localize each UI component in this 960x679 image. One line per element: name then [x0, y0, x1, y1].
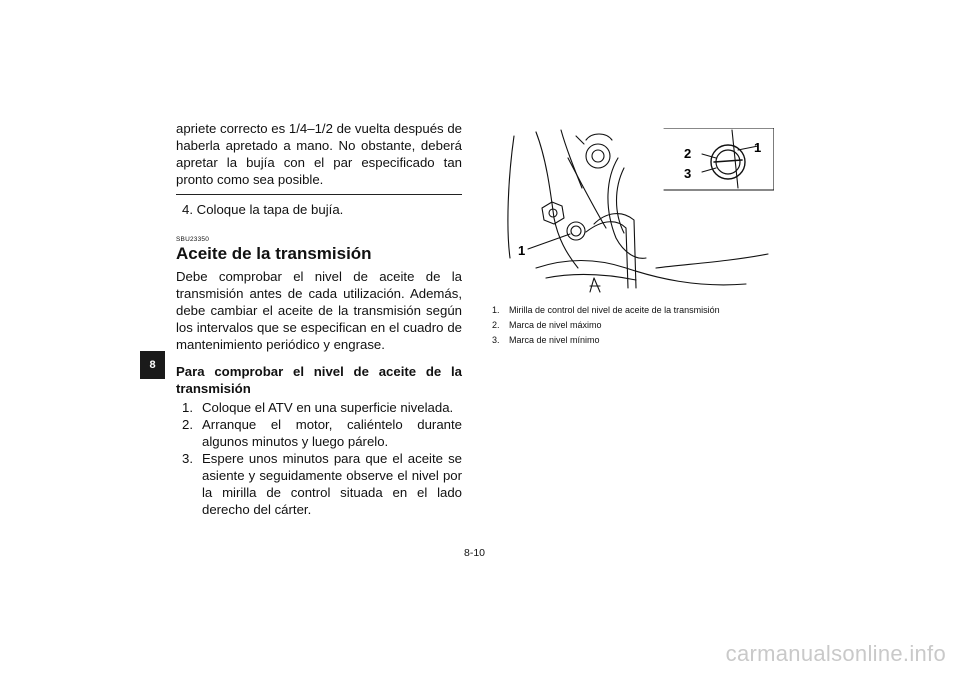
caption-text: Marca de nivel mínimo: [509, 335, 600, 345]
engine-outline: [536, 132, 578, 268]
step-text: Espere unos minutos para que el aceite se asiente y seguidamente observe el nivel por la mirilla de control situada en el lado derecho del cárter.: [202, 451, 462, 517]
section-title: Aceite de la transmisión: [176, 244, 372, 263]
level-line: [714, 160, 742, 162]
callout-line-max: [702, 154, 716, 158]
step-4-text: Coloque la tapa de bujía.: [196, 202, 344, 217]
a-mark: [590, 278, 600, 292]
sight-glass: [567, 222, 585, 240]
figure-captions: [492, 303, 772, 348]
caption-text: Mirilla de control del nivel de aceite de la transmisión: [509, 305, 720, 315]
text-column: [176, 120, 462, 518]
list-item: [176, 399, 462, 416]
page-number: 8-10: [464, 547, 486, 559]
callout-main-1: 1: [518, 243, 526, 258]
watermark: carmanualsonline.info: [725, 641, 946, 666]
step-text: Arranque el motor, caliéntelo durante algunos minutos y luego párelo.: [202, 417, 462, 449]
caption-number: 3.: [492, 335, 500, 345]
steps-list: [176, 399, 462, 518]
callout-inset-3: 3: [684, 166, 692, 181]
bolt-head: [586, 144, 610, 168]
callout-inset-2: 2: [684, 146, 692, 161]
step-text: Coloque el ATV en una superficie nivelada.: [202, 400, 454, 415]
intro-paragraph: apriete correcto es 1/4–1/2 de vuelta después de haberla apretado a mano. No obstante, deberá apretar la bujía con el par especificado tan pronto como sea posible.: [176, 121, 462, 187]
step-4: [182, 201, 462, 218]
skid-plate-line: [536, 261, 746, 285]
caption-text: Marca de nivel máximo: [509, 320, 602, 330]
caption-number: 1.: [492, 305, 500, 315]
subheading: Para comprobar el nivel de aceite de la transmisión: [176, 364, 462, 396]
list-item: [176, 450, 462, 518]
chapter-tab: 8: [140, 351, 165, 379]
caption-item: [492, 318, 772, 333]
callout-inset-1: 1: [754, 140, 762, 155]
divider: [176, 194, 462, 195]
step-4-number: 4.: [182, 202, 193, 217]
step-number: 2.: [182, 417, 193, 432]
inset-frame: [664, 128, 774, 190]
engine-illustration: [506, 128, 774, 296]
frame-edge-line: [508, 136, 514, 258]
section-paragraph: Debe comprobar el nivel de aceite de la transmisión antes de cada utilización. Además, debe cambiar el aceite de la transmisión según los intervalos que se especifican en el cuadro de mantenimiento periódico y engrase.: [176, 269, 462, 352]
caption-number: 2.: [492, 320, 500, 330]
caption-item: [492, 303, 772, 318]
transmission-oil-figure: [506, 128, 774, 296]
caption-item: [492, 333, 772, 348]
step-number: 1.: [182, 400, 193, 415]
section-code: SBU23350: [176, 236, 210, 243]
step-number: 3.: [182, 451, 193, 466]
list-item: [176, 416, 462, 450]
